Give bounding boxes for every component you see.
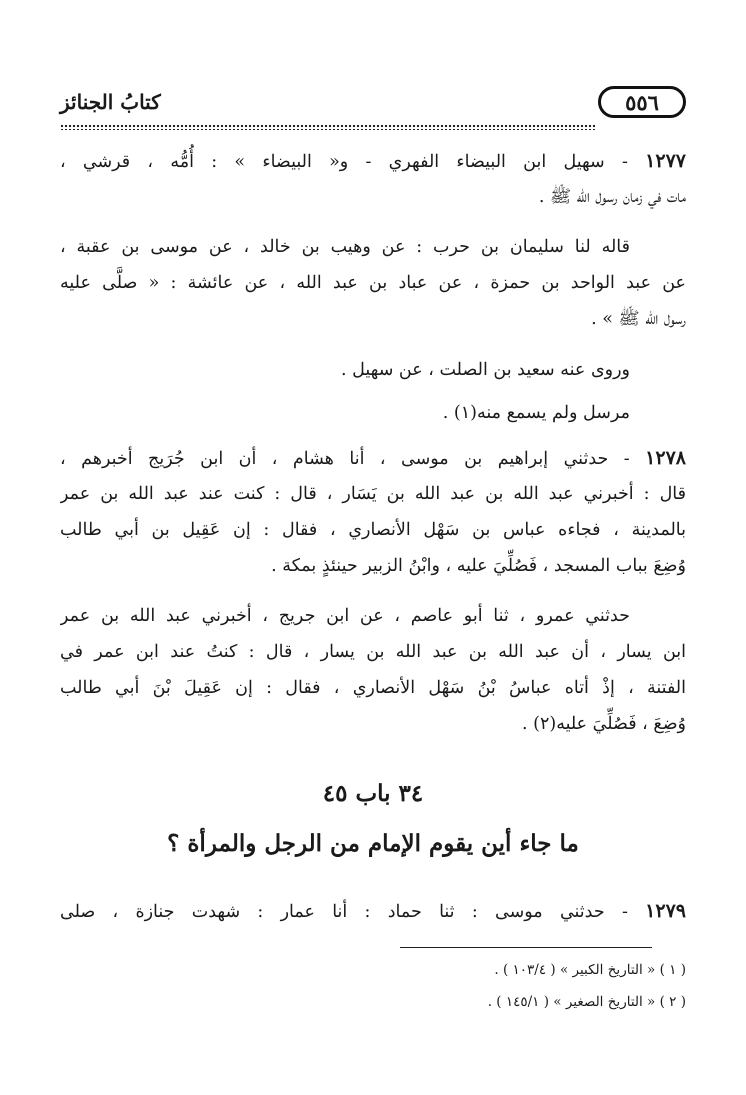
footnote-1: ( ١ ) « التاريخ الكبير » ( ١٠٣/٤ ) . bbox=[494, 962, 686, 978]
entry-line: ١٢٧٧ - سهيل ابن البيضاء الفهري - و« البيضاء » : أُمُّه ، قرشي ، bbox=[60, 150, 686, 172]
entry-number: ١٢٧٨ bbox=[645, 447, 686, 469]
paragraph-line: وروى عنه سعيد بن الصلت ، عن سهيل . bbox=[340, 360, 630, 380]
paragraph-line: حدثني عمرو ، ثنا أبو عاصم ، عن ابن جريج ، أخبرني عبد الله بن عمر bbox=[60, 606, 630, 626]
entry-number: ١٢٧٩ bbox=[645, 900, 686, 922]
entry-line: ١٢٧٩ - حدثني موسى : ثنا حماد : أنا عمار : شهدت جنازة ، صلى bbox=[60, 900, 686, 922]
book-title: كتابُ الجنائز bbox=[60, 90, 161, 114]
paragraph-chain bbox=[60, 229, 686, 337]
page-number: ٥٥٦ bbox=[625, 89, 659, 115]
footnote-2: ( ٢ ) « التاريخ الصغير » ( ١٤٥/١ ) . bbox=[487, 994, 686, 1010]
paragraph-second-chain bbox=[60, 598, 686, 742]
entry-line: مات في زمان رسول الله ﷺ . bbox=[538, 187, 686, 207]
paragraph-line: ابن يسار ، أن عبد الله بن عبد الله بن يسار ، قال : كنتُ عند ابن عمر في bbox=[60, 642, 686, 662]
entry-number: ١٢٧٧ bbox=[645, 150, 686, 172]
entry-line: قال : أخبرني عبد الله بن عبد الله بن يَسَار ، قال : كنت عند عبد الله بن عمر bbox=[60, 484, 686, 504]
paragraph-line: وُضِعَ ، فَصُلِّيَ عليه(٢) . bbox=[522, 714, 686, 734]
paragraph-narration bbox=[60, 352, 686, 388]
paragraph-line: مرسل ولم يسمع منه(١) . bbox=[442, 403, 630, 423]
chapter-number: ٣٤ باب ٤٥ bbox=[322, 780, 424, 807]
page-header bbox=[60, 82, 686, 126]
paragraph-line: قاله لنا سليمان بن حرب : عن وهيب بن خالد ، عن موسى بن عقبة ، bbox=[60, 237, 630, 257]
paragraph-line: رسول الله ﷺ » . bbox=[591, 309, 686, 329]
chapter-title: ما جاء أين يقوم الإمام من الرجل والمرأة ؟ bbox=[167, 830, 579, 857]
paragraph-line: عن عبد الواحد بن حمزة ، عن عباد بن عبد الله ، عن عائشة : « صلَّى عليه bbox=[60, 273, 686, 293]
paragraph-line: الفتنة ، إذْ أتاه عباسُ بْنُ سَهْل الأنصاري ، فقال : إن عَقِيلَ بْنَ أبي طالب bbox=[60, 678, 686, 698]
page-number-badge bbox=[598, 86, 686, 118]
paragraph-mursal bbox=[60, 395, 686, 431]
entry-line: وُضِعَ بباب المسجد ، فَصُلِّيَ عليه ، وابْنُ الزبير حينئذٍ بمكة . bbox=[271, 556, 686, 576]
entry-line: ١٢٧٨ - حدثني إبراهيم بن موسى ، أنا هشام ، أن ابن جُرَيج أخبرهم ، bbox=[60, 447, 686, 469]
entry-1278 bbox=[60, 440, 686, 584]
header-dotted-rule bbox=[60, 124, 596, 130]
entry-1279 bbox=[60, 893, 686, 929]
footnote-rule bbox=[400, 947, 652, 948]
entry-line: بالمدينة ، فجاءه عباس بن سَهْل الأنصاري ، فقال : إن عَقِيل بن أبي طالب bbox=[60, 520, 686, 540]
entry-1277 bbox=[60, 143, 686, 215]
